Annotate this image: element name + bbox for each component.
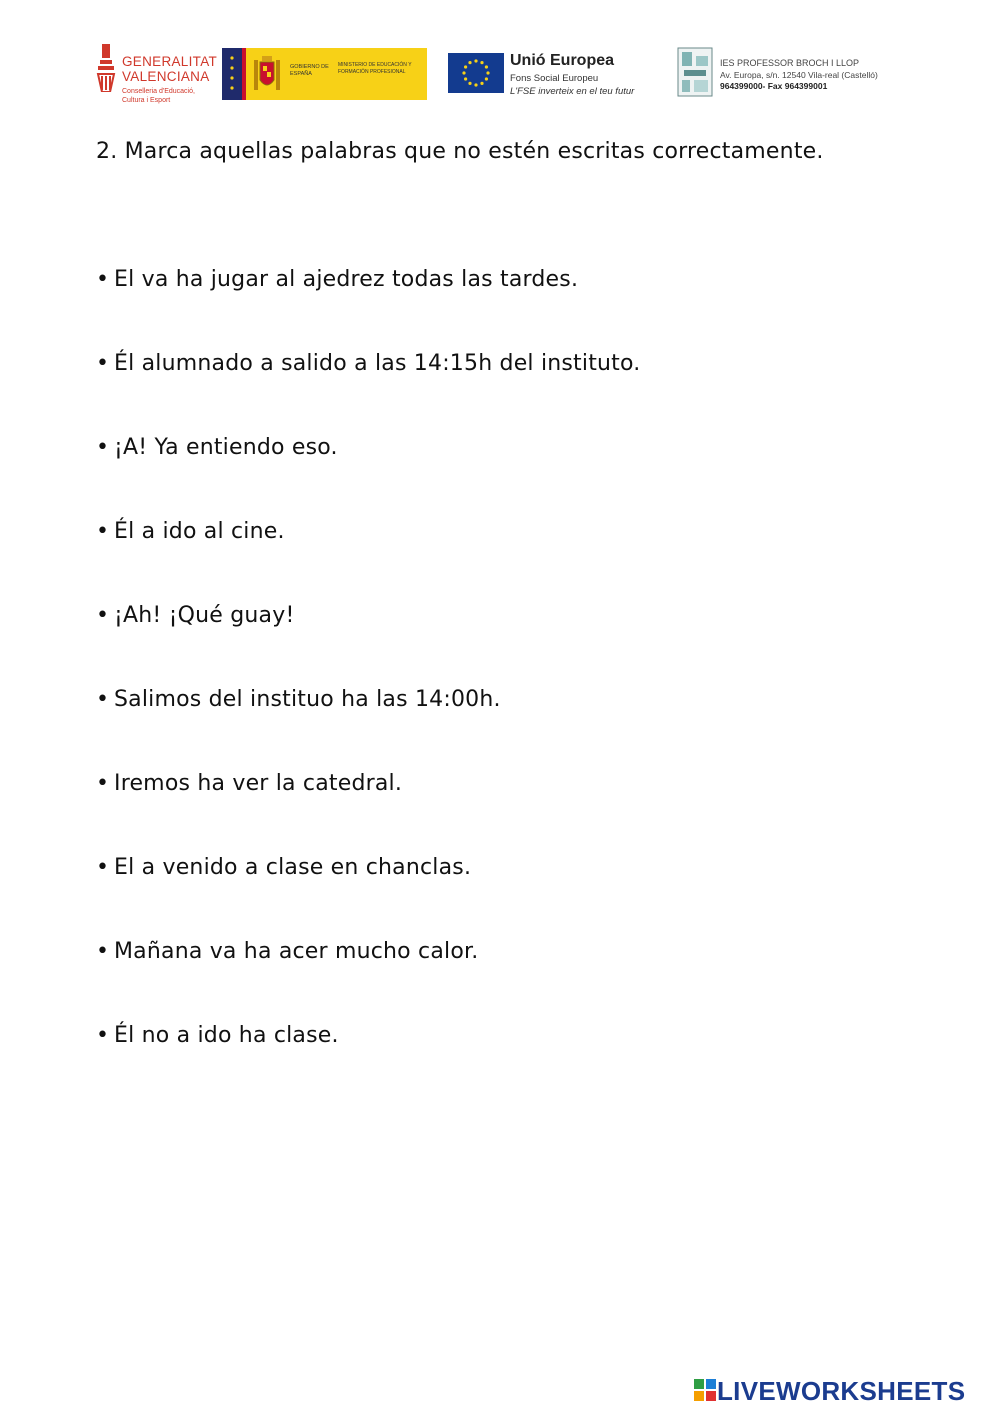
eu-tagline: L'FSE inverteix en el teu futur bbox=[510, 86, 635, 97]
sentence-item[interactable]: • Mañana va ha acer mucho calor. bbox=[96, 939, 479, 964]
ministerio-label: MINISTERIO DE EDUCACIÓN Y FORMACIÓN PROFESIONAL bbox=[338, 62, 412, 75]
eu-subtitle: Fons Social Europeu bbox=[510, 73, 599, 84]
gv-name-line2: VALENCIANA bbox=[122, 69, 210, 84]
generalitat-emblem-icon bbox=[96, 44, 116, 92]
ies-phone: 964399000- Fax 964399001 bbox=[720, 81, 828, 91]
sentence-item[interactable]: • Él a ido al cine. bbox=[96, 519, 285, 544]
sentence-item[interactable]: • Iremos ha ver la catedral. bbox=[96, 771, 403, 796]
liveworksheets-icon bbox=[693, 1378, 717, 1402]
eu-title: Unió Europea bbox=[510, 52, 615, 69]
sentence-list bbox=[96, 266, 640, 1106]
header-logos bbox=[94, 40, 914, 110]
gv-conselleria: Conselleria d'Educació, Cultura i Esport bbox=[122, 88, 195, 104]
ministerio-logo bbox=[222, 48, 427, 100]
gobierno-label: GOBIERNO DE ESPAÑA bbox=[290, 64, 329, 77]
sentence-item[interactable]: • El a venido a clase en chanclas. bbox=[96, 855, 472, 880]
ies-name: IES PROFESSOR BROCH I LLOP bbox=[720, 58, 860, 68]
sentence-item[interactable]: • Salimos del instituo ha las 14:00h. bbox=[96, 687, 501, 712]
sentence-item[interactable]: • Él no a ido ha clase. bbox=[96, 1023, 339, 1048]
eu-stars-strip bbox=[222, 48, 242, 100]
sentence-item[interactable]: • El va ha jugar al ajedrez todas las tardes. bbox=[96, 267, 579, 292]
sentence-item[interactable]: • ¡A! Ya entiendo eso. bbox=[96, 435, 338, 460]
exercise-instruction: 2. Marca aquellas palabras que no estén escritas correctamente. bbox=[96, 139, 824, 164]
gv-name-line1: GENERALITAT bbox=[122, 54, 218, 69]
spain-coat-of-arms-icon bbox=[252, 54, 282, 94]
generalitat-valenciana-logo bbox=[94, 40, 216, 106]
sentence-item[interactable]: • Él alumnado a salido a las 14:15h del instituto. bbox=[96, 351, 641, 376]
ies-emblem-icon bbox=[676, 46, 714, 98]
liveworksheets-watermark bbox=[693, 1376, 993, 1406]
ies-logo bbox=[676, 46, 916, 102]
liveworksheets-brand: LIVEWORKSHEETS bbox=[717, 1376, 966, 1406]
eu-flag-icon bbox=[448, 53, 504, 93]
sentence-item[interactable]: • ¡Ah! ¡Qué guay! bbox=[96, 603, 295, 628]
eu-logo bbox=[448, 48, 663, 100]
ies-address: Av. Europa, s/n. 12540 Vila-real (Castelló) bbox=[720, 70, 878, 80]
